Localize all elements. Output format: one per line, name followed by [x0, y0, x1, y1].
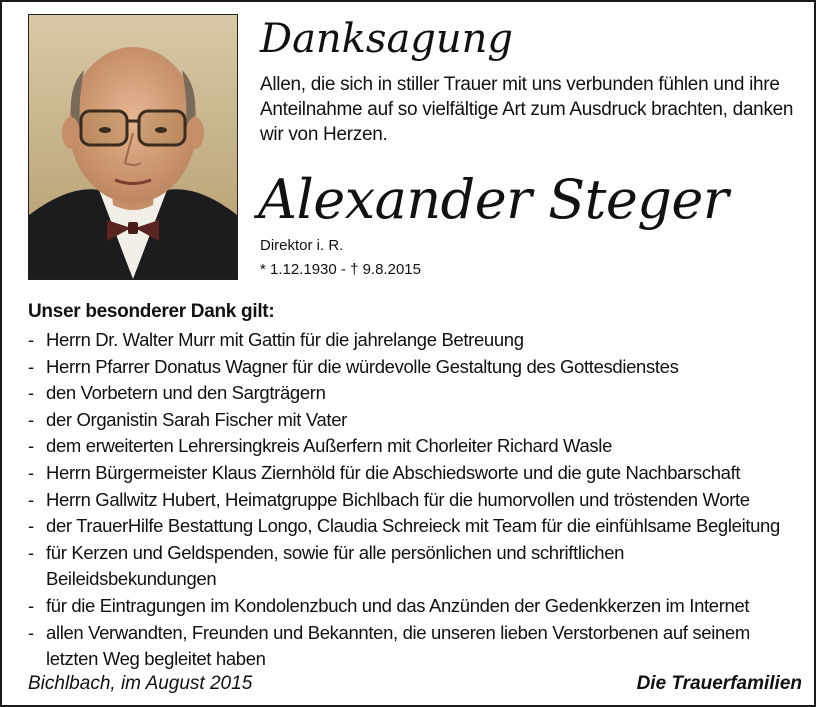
- list-item: - für Kerzen und Geldspenden, sowie für alle persönlichen und schriftlichen Beileidsbekundungen: [28, 541, 625, 590]
- list-item: - der TrauerHilfe Bestattung Longo, Claudia Schreieck mit Team für die einfühlsame Begleitung: [28, 515, 780, 537]
- deceased-name: Alexander Steger: [258, 168, 729, 231]
- life-dates: * 1.12.1930 - † 9.8.2015: [260, 261, 421, 278]
- portrait-illustration: [29, 15, 237, 279]
- list-item: - dem erweiterten Lehrersingkreis Außerfern mit Chorleiter Richard Wasle: [28, 435, 613, 457]
- list-item: - allen Verwandten, Freunden und Bekannten, die unseren lieben Verstorbenen auf seinem letzten Weg begleitet haben: [28, 621, 750, 670]
- place-date: Bichlbach, im August 2015: [28, 673, 253, 694]
- list-item: - Herrn Dr. Walter Murr mit Gattin für die jahrelange Betreuung: [28, 329, 524, 350]
- deceased-role: Direktor i. R.: [260, 237, 344, 254]
- list-item: - für die Eintragungen im Kondolenzbuch und das Anzünden der Gedenkkerzen im Internet: [28, 594, 750, 616]
- thanks-list: [28, 327, 798, 673]
- list-item: - Herrn Bürgermeister Klaus Ziernhöld für die Abschiedsworte und die gute Nachbarschaft: [28, 461, 741, 483]
- thanks-heading: Unser besonderer Dank gilt:: [28, 301, 275, 322]
- list-item: - Herrn Pfarrer Donatus Wagner für die würdevolle Gestaltung des Gottesdienstes: [28, 355, 679, 377]
- list-item: - der Organistin Sarah Fischer mit Vater: [28, 408, 347, 430]
- intro-text: Allen, die sich in stiller Trauer mit uns verbunden fühlen und ihre Anteilnahme auf so vielfältige Art zum Ausdruck brachten, danken wir von Herzen.: [260, 74, 794, 145]
- signature: Die Trauerfamilien: [636, 673, 802, 694]
- list-item: - den Vorbetern und den Sargträgern: [28, 382, 326, 404]
- notice-title: Danksagung: [260, 16, 514, 62]
- portrait-photo: [28, 14, 238, 280]
- list-item: - Herrn Gallwitz Hubert, Heimatgruppe Bichlbach für die humorvollen und tröstenden Worte: [28, 488, 750, 510]
